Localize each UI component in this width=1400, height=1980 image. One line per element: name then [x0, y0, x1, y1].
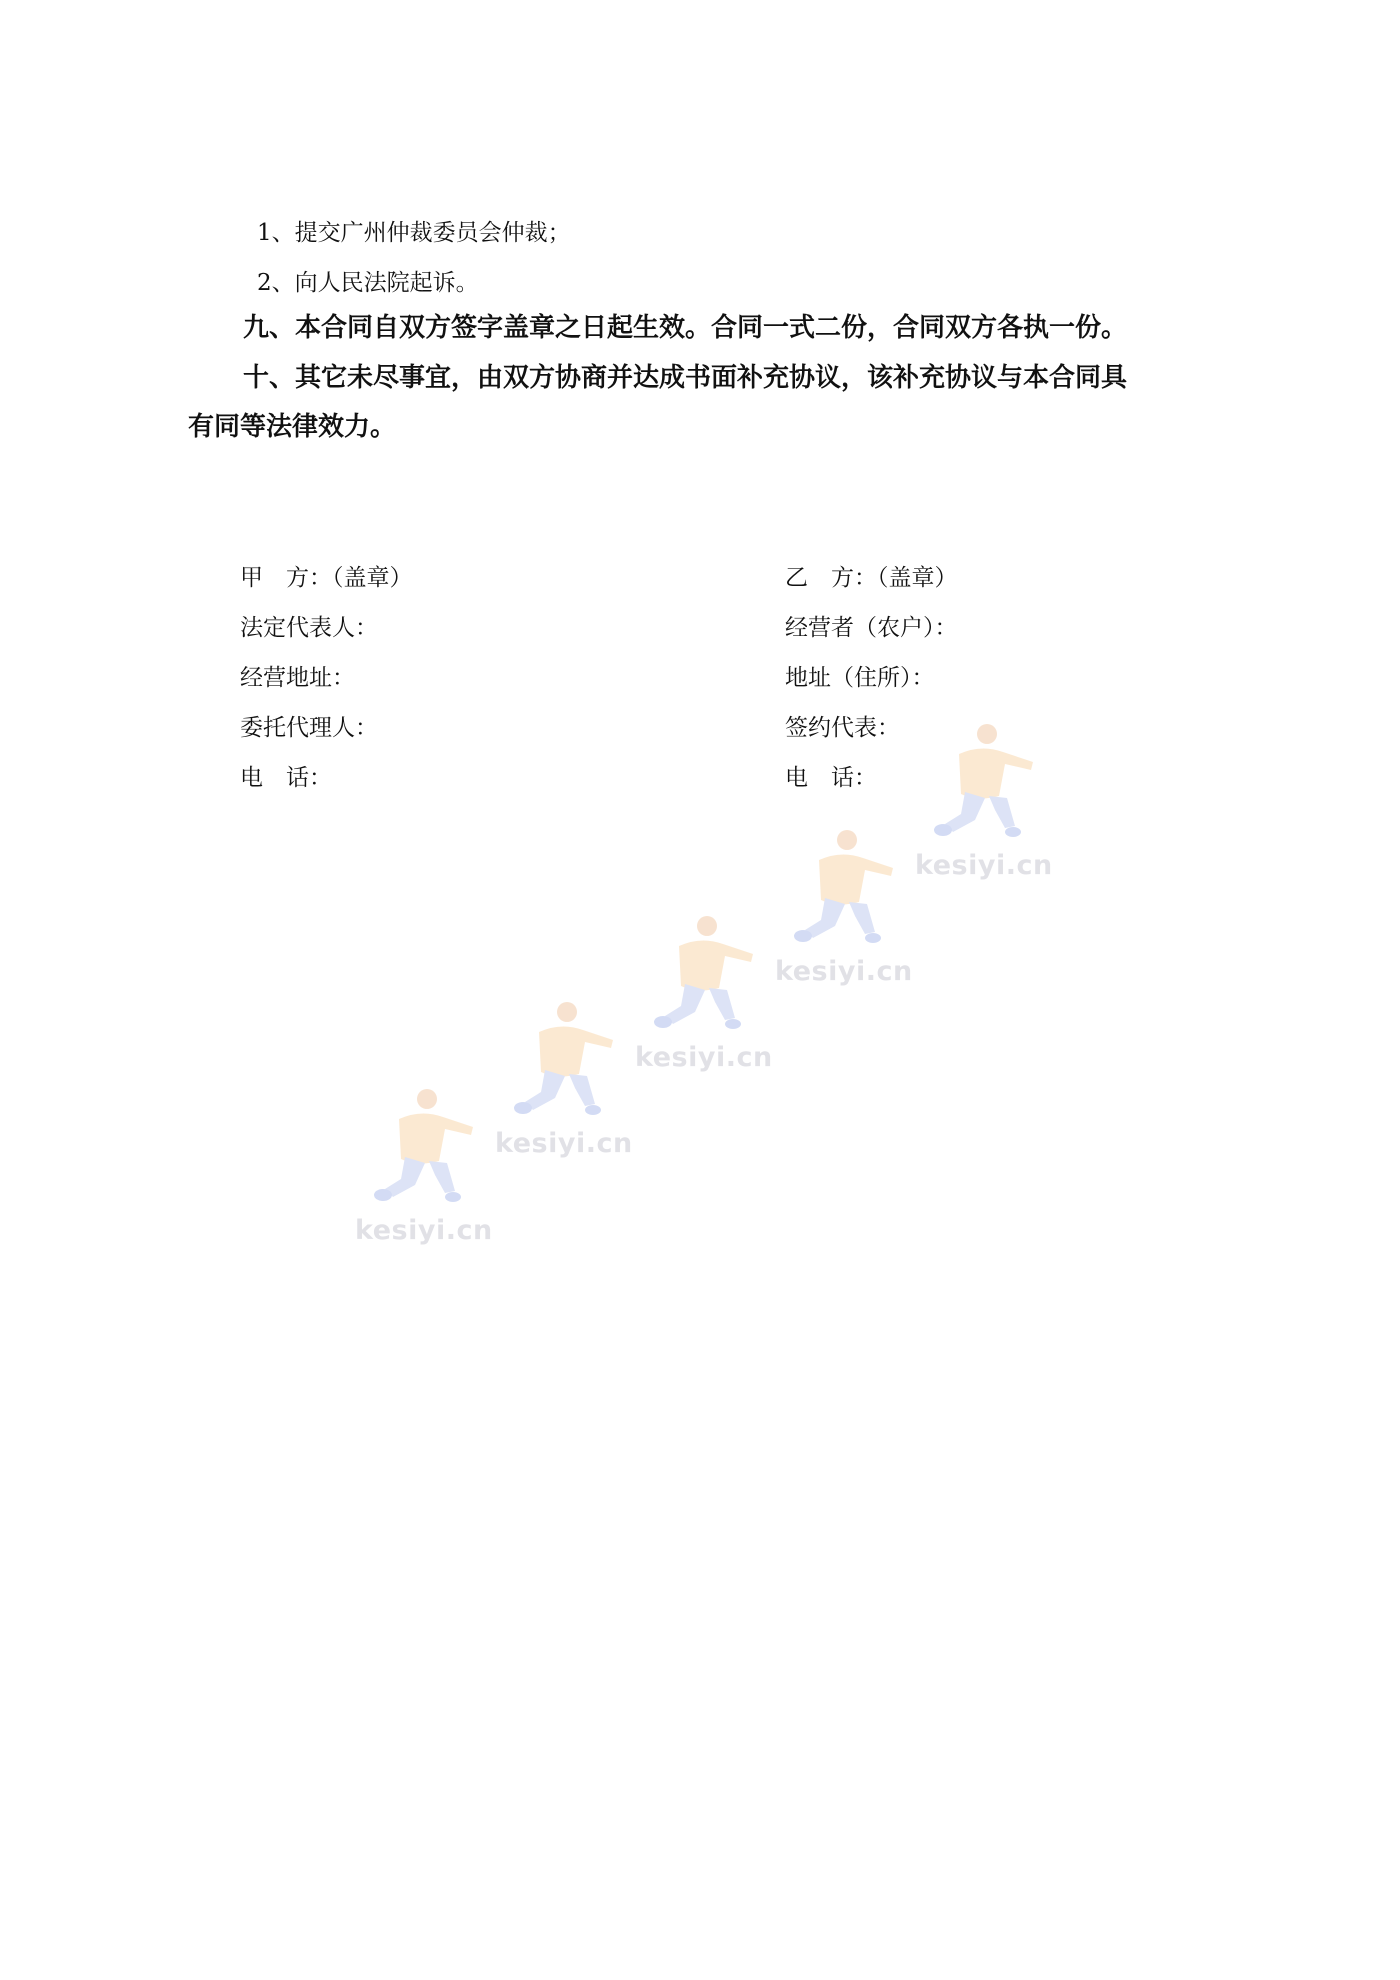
party-b-operator: 经营者（农户）：	[785, 615, 958, 641]
watermark-logo	[635, 912, 795, 1082]
party-a-agent: 委托代理人：	[240, 715, 378, 741]
clause-9: 九、本合同自双方签字盖章之日起生效。合同一式二份，合同双方各执一份。	[243, 313, 1128, 343]
watermark-logo	[495, 998, 655, 1168]
clause-10-line-1: 十、其它未尽事宜，由双方协商并达成书面补充协议，该补充协议与本合同具	[243, 363, 1128, 393]
watermark-logo	[775, 826, 935, 996]
running-figure-icon	[355, 1085, 485, 1215]
party-a-legal-rep: 法定代表人：	[240, 615, 378, 641]
clause-item-1: 1、提交广州仲裁委员会仲裁；	[257, 220, 571, 246]
clause-item-2: 2、向人民法院起诉。	[257, 270, 479, 296]
party-b-signing-rep: 签约代表：	[785, 715, 900, 741]
party-a-title: 甲 方：（盖章）	[240, 565, 413, 591]
party-b-phone: 电 话：	[785, 765, 877, 791]
watermark-text: kesiyi.cn	[775, 956, 913, 987]
watermark-text: kesiyi.cn	[495, 1128, 633, 1159]
party-b-address: 地址（住所）：	[785, 665, 935, 691]
party-b-title: 乙 方：（盖章）	[785, 565, 958, 591]
running-figure-icon	[635, 912, 765, 1042]
party-a-address: 经营地址：	[240, 665, 355, 691]
watermark-text: kesiyi.cn	[355, 1215, 493, 1246]
watermark-text: kesiyi.cn	[915, 850, 1053, 881]
watermark-text: kesiyi.cn	[635, 1042, 773, 1073]
running-figure-icon	[915, 720, 1045, 850]
watermark-logo	[355, 1085, 515, 1255]
party-a-phone: 电 话：	[240, 765, 332, 791]
watermark-logo	[915, 720, 1075, 890]
running-figure-icon	[775, 826, 905, 956]
clause-10-line-2: 有同等法律效力。	[188, 412, 397, 442]
running-figure-icon	[495, 998, 625, 1128]
